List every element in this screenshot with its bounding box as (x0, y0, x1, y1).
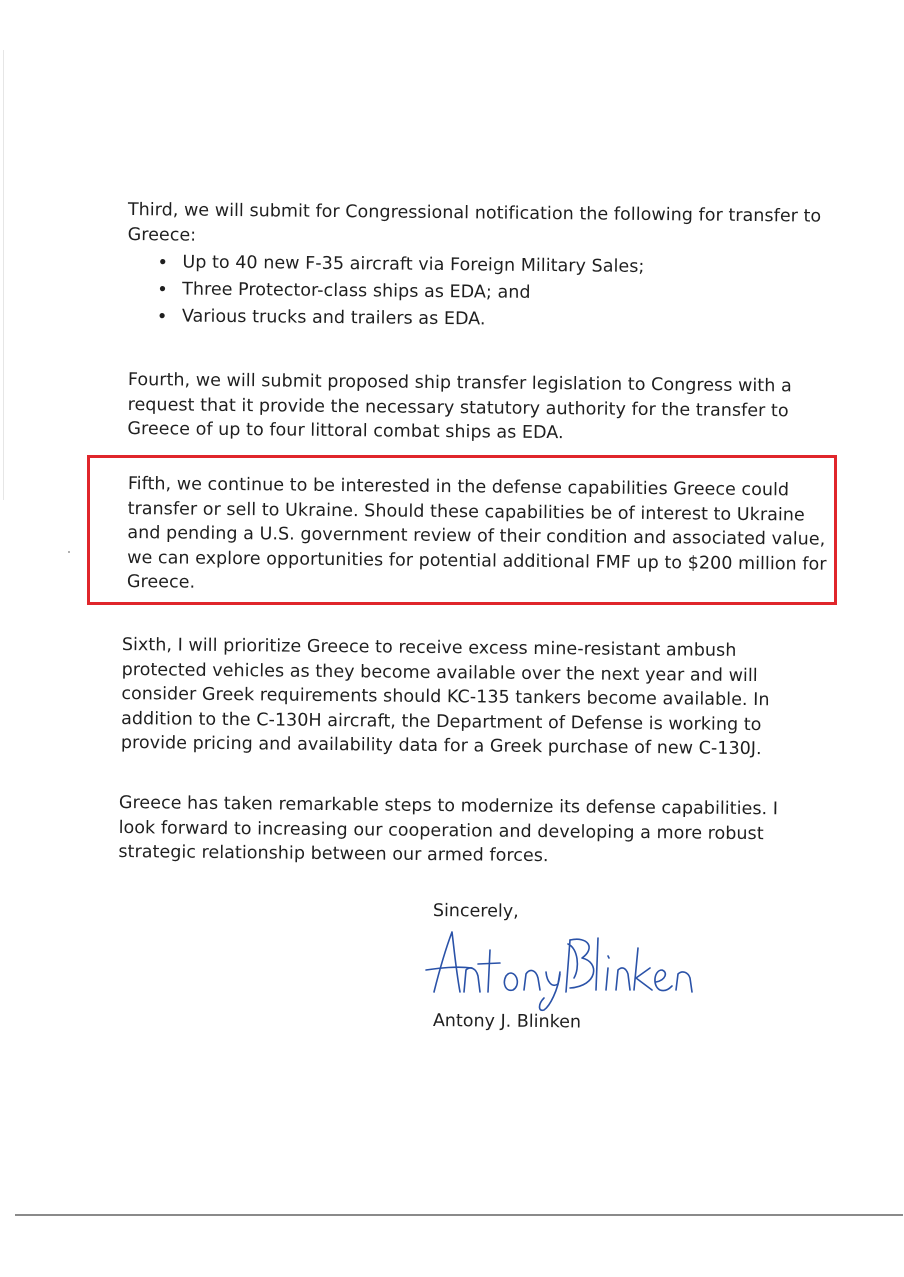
paragraph-sixth (121, 633, 822, 762)
highlight-box (87, 455, 837, 605)
transfer-list (127, 249, 828, 337)
paragraph-fourth (127, 368, 828, 448)
paragraph-sixth-text: Sixth, I will prioritize Greece to receive excess mine-resistant ambush protected vehicles as they become available over the next year and will consider Greek requirements should KC-135 tankers become available. In addition to the C-130H aircraft, the Department of Defense is working to provide pricing and availability data for a Greek purchase of new C-130J. (120, 634, 770, 760)
scan-edge-line (3, 50, 4, 500)
list-item: • Three Protector-class ships as EDA; and (127, 276, 827, 310)
paragraph-fifth-text: Fifth, we continue to be interested in the defense capabilities Greece could transfer or sell to Ukraine. Should these capabilities be of interest to Ukraine and pending a U.S. government review of their condition and associated value, we can explore opportunities for potential additional FMF up to $200 million for Greece. (126, 473, 827, 593)
scan-speck (68, 551, 70, 553)
list-item: • Various trucks and trailers as EDA. (127, 303, 827, 337)
paragraph-third-intro: Third, we will submit for Congressional notification the following for transfer to Greece: (127, 199, 822, 246)
page-bottom-rule (15, 1214, 903, 1216)
list-item: • Up to 40 new F-35 aircraft via Foreign Military Sales; (127, 249, 827, 283)
paragraph-third (127, 198, 828, 337)
paragraph-fourth-text: Fourth, we will submit proposed ship transfer legislation to Congress with a request that it provide the necessary statutory authority for the transfer to Greece of up to four littoral combat ships as EDA. (127, 369, 792, 444)
signatory-name: Antony J. Blinken (432, 1010, 582, 1033)
paragraph-closing (118, 791, 819, 871)
closing-salutation: Sincerely, (432, 900, 519, 922)
paragraph-closing-text: Greece has taken remarkable steps to modernize its defense capabilities. I look forward to increasing our cooperation and developing a more robust strategic relationship between our armed forces. (118, 792, 779, 867)
handwritten-signature (420, 918, 700, 1018)
